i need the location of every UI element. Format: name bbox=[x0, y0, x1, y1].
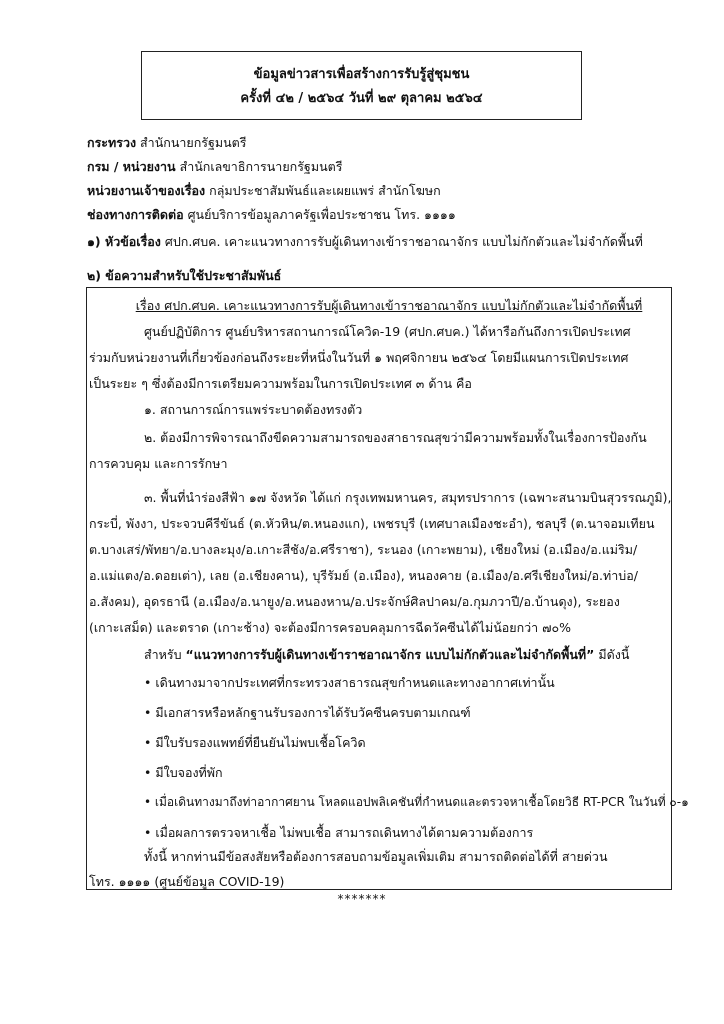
topic-label: ๑) หัวข้อเรื่อง bbox=[87, 234, 161, 249]
list-item-3-cont: อ.สังคม), อุดรธานี (อ.เมือง/อ.นายูง/อ.หนองหาน/อ.ประจักษ์ศิลปาคม/อ.กุมภวาปี/อ.บ้านดุง), ระยอง bbox=[89, 594, 620, 609]
list-item-3: ๓. พื้นที่นำร่องสีฟ้า ๑๗ จังหวัด ได้แก่ กรุงเทพมหานคร, สมุทรปราการ (เฉพาะสนามบินสุวรรณภูมิ), bbox=[144, 490, 672, 505]
list-item-2: ๒. ต้องมีการพิจารณาถึงขีดความสามารถของสาธารณสุขว่ามีความพร้อมทั้งในเรื่องการป้องกัน bbox=[144, 430, 647, 445]
list-item-3-cont: อ.แม่แตง/อ.ดอยเต่า), เลย (อ.เชียงคาน), บุรีรัมย์ (อ.เมือง), หนองคาย (อ.เมือง/อ.ศรีเชียงใหม่/อ.ท่าบ่อ/ bbox=[89, 568, 638, 583]
bullet-item: • มีใบรับรองแพทย์ที่ยืนยันไม่พบเชื้อโควิด bbox=[144, 735, 366, 750]
guideline-title: “แนวทางการรับผู้เดินทางเข้าราชอาณาจักร แบบไม่กักตัวและไม่จำกัดพื้นที่” bbox=[185, 647, 595, 662]
contact-label: ช่องทางการติดต่อ bbox=[87, 207, 184, 222]
meta-department bbox=[87, 157, 342, 177]
document-title-box bbox=[141, 51, 582, 120]
guideline-intro bbox=[144, 645, 629, 665]
list-item-3-cont: กระบี่, พังงา, ประจวบคีรีขันธ์ (ต.หัวหิน/ต.หนองแก), เพชรบุรี (เทศบาลเมืองชะอำ), ชลบุรี (ต.นาจอมเทียน bbox=[89, 516, 655, 531]
paragraph-line: ศูนย์ปฏิบัติการ ศูนย์บริหารสถานการณ์โควิด-19 (ศปก.ศบค.) ได้หารือกันถึงการเปิดประเทศ bbox=[144, 324, 631, 339]
topic-value: ศปก.ศบค. เคาะแนวทางการรับผู้เดินทางเข้าราชอาณาจักร แบบไม่กักตัวและไม่จำกัดพื้นที่ bbox=[160, 234, 643, 249]
closing-line: โทร. ๑๑๑๑ (ศูนย์ข้อมูล COVID-19) bbox=[89, 874, 285, 889]
list-item-3-cont: ต.บางเสร่/พัทยา/อ.บางละมุง/อ.เกาะสีชัง/อ.ศรีราชา), ระนอง (เกาะพยาม), เชียงใหม่ (อ.เมือง/อ.แม่ริม/ bbox=[89, 542, 638, 557]
list-item-1: ๑. สถานการณ์การแพร่ระบาดต้องทรงตัว bbox=[144, 402, 363, 417]
owner-value: กลุ่มประชาสัมพันธ์และเผยแพร่ สำนักโฆษก bbox=[205, 183, 441, 198]
pr-heading: ๒) ข้อความสำหรับใช้ประชาสัมพันธ์ bbox=[87, 268, 282, 283]
dept-label: กรม / หน่วยงาน bbox=[87, 159, 176, 174]
issue-line: ครั้งที่ ๔๒ / ๒๕๖๔ วันที่ ๒๙ ตุลาคม ๒๕๖๔ bbox=[240, 91, 483, 106]
bullet-item: • มีเอกสารหรือหลักฐานรับรองการได้รับวัคซีนครบตามเกณฑ์ bbox=[144, 705, 471, 720]
paragraph-line: ร่วมกับหน่วยงานที่เกี่ยวข้องก่อนถึงระยะที่หนึ่งในวันที่ ๑ พฤศจิกายน ๒๕๖๔ โดยมีแผนการเปิดประเทศ bbox=[89, 350, 629, 365]
meta-owner bbox=[87, 181, 441, 201]
guideline-suffix: มีดังนี้ bbox=[594, 647, 630, 662]
bullet-item: • เดินทางมาจากประเทศที่กระทรวงสาธารณสุขกำหนดและทางอากาศเท่านั้น bbox=[144, 675, 555, 690]
owner-label: หน่วยงานเจ้าของเรื่อง bbox=[87, 183, 206, 198]
ministry-label: กระทรวง bbox=[87, 135, 137, 150]
closing-line: ทั้งนี้ หากท่านมีข้อสงสัยหรือต้องการสอบถามข้อมูลเพิ่มเติม สามารถติดต่อได้ที่ สายด่วน bbox=[144, 849, 608, 864]
list-item-3-cont: (เกาะเสม็ด) และตราด (เกาะช้าง) จะต้องมีการครอบคลุมการฉีดวัคซีนได้ไม่น้อยกว่า ๗๐% bbox=[89, 620, 572, 635]
document-title: ข้อมูลข่าวสารเพื่อสร้างการรับรู้สู่ชุมชน bbox=[253, 67, 470, 82]
bullet-item: • เมื่อผลการตรวจหาเชื้อ ไม่พบเชื้อ สามารถเดินทางได้ตามความต้องการ bbox=[144, 825, 534, 840]
contact-value: ศูนย์บริการข้อมูลภาครัฐเพื่อประชาชน โทร. ๑๑๑๑ bbox=[183, 207, 456, 222]
end-mark: ******* bbox=[337, 892, 387, 906]
meta-contact bbox=[87, 205, 456, 225]
news-headline: เรื่อง ศปก.ศบค. เคาะแนวทางการรับผู้เดินทางเข้าราชอาณาจักร แบบไม่กักตัวและไม่จำกัดพื้นที่ bbox=[135, 298, 643, 313]
bullet-item: • เมื่อเดินทางมาถึงท่าอากาศยาน โหลดแอปพลิเคชันที่กำหนดและตรวจหาเชื้อโดยวิธี RT-PCR ในวันที่ ๐-๑ bbox=[144, 795, 689, 809]
bullet-item: • มีใบจองที่พัก bbox=[144, 765, 223, 780]
pr-content-box bbox=[86, 287, 689, 890]
topic-line bbox=[87, 232, 643, 252]
ministry-value: สำนักนายกรัฐมนตรี bbox=[136, 135, 247, 150]
meta-ministry bbox=[87, 133, 247, 153]
guideline-prefix: สำหรับ bbox=[144, 647, 186, 662]
paragraph-line: เป็นระยะ ๆ ซึ่งต้องมีการเตรียมความพร้อมในการเปิดประเทศ ๓ ด้าน คือ bbox=[89, 376, 472, 391]
dept-value: สำนักเลขาธิการนายกรัฐมนตรี bbox=[175, 159, 343, 174]
list-item-2-cont: การควบคุม และการรักษา bbox=[89, 456, 228, 471]
